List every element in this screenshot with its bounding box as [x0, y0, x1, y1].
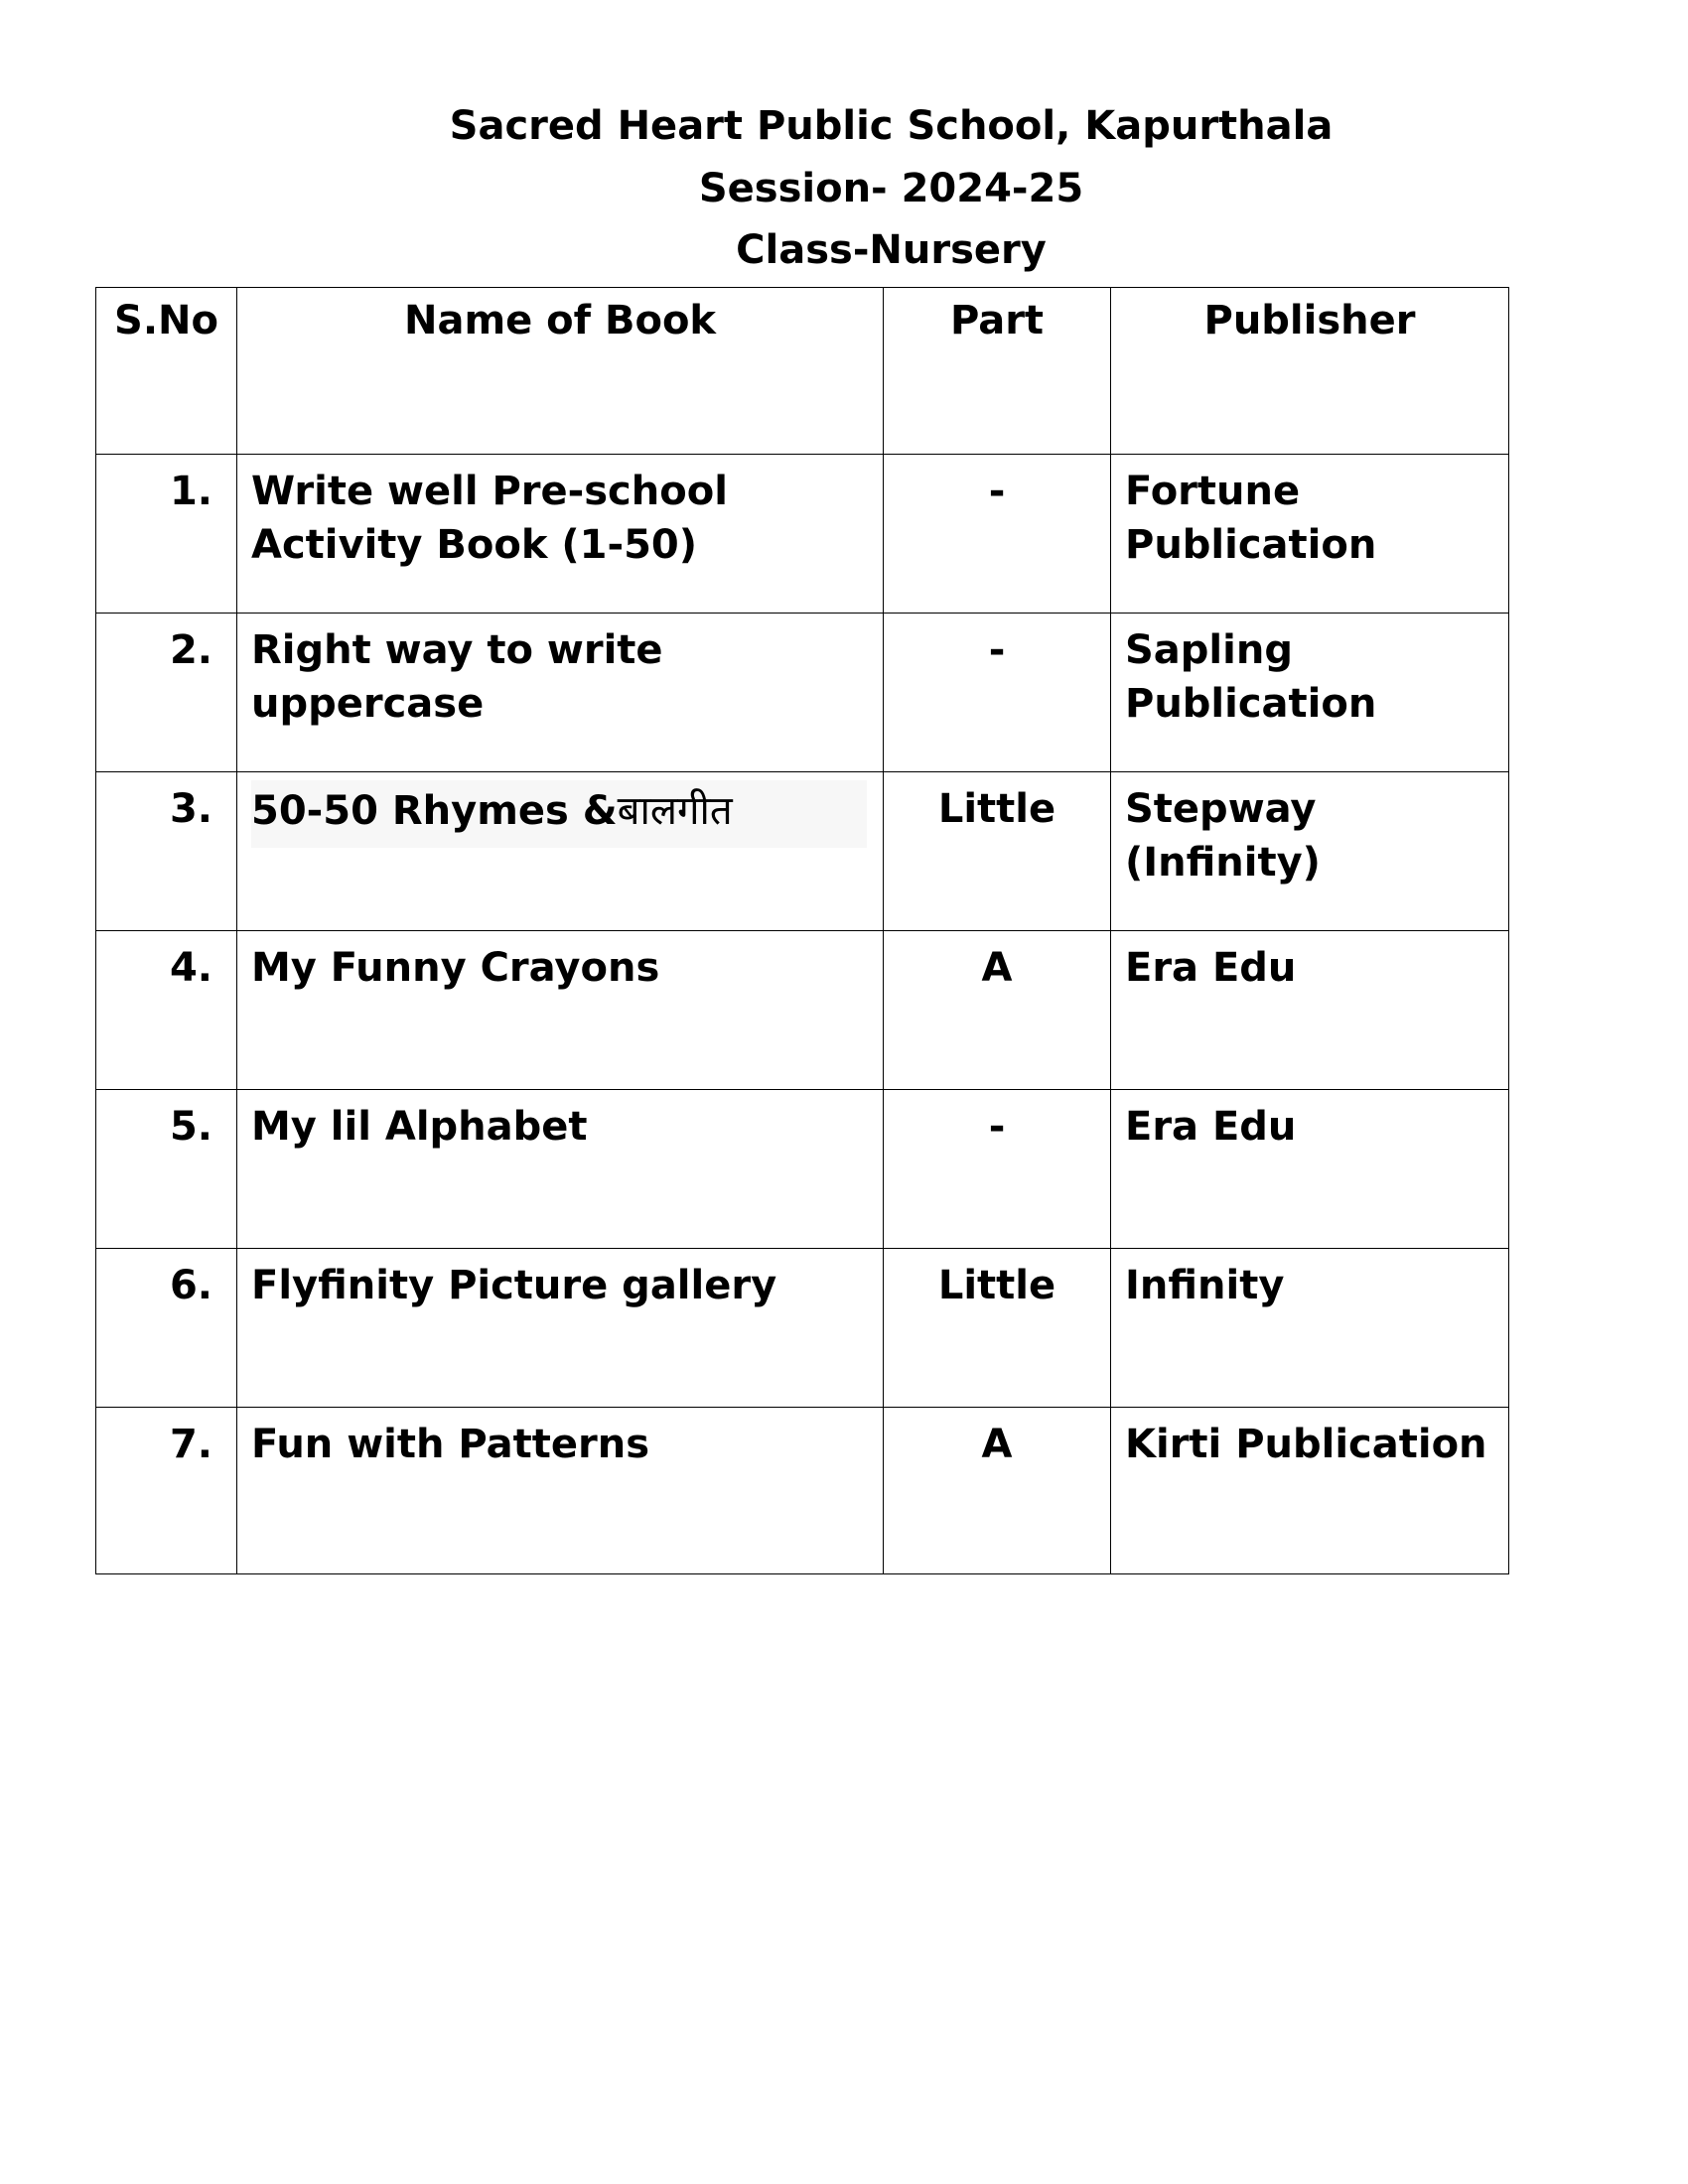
cell-book-name: My Funny Crayons [237, 931, 884, 1090]
table-row [96, 931, 1509, 1090]
book-list-table [95, 287, 1509, 1574]
table-row [96, 1090, 1509, 1249]
class-title: Class-Nursery [736, 227, 1047, 273]
column-header-name: Name of Book [237, 288, 884, 455]
book-title-hindi: बालगीत [617, 788, 733, 834]
table-row [96, 614, 1509, 772]
cell-book-name [237, 772, 884, 931]
cell-publisher: Fortune Publication [1111, 455, 1509, 614]
table-row [96, 1408, 1509, 1574]
cell-part: - [884, 455, 1111, 614]
column-header-sno: S.No [96, 288, 237, 455]
cell-book-name: Right way to write uppercase [237, 614, 884, 772]
cell-book-name: Write well Pre-school Activity Book (1-50) [237, 455, 884, 614]
table-row [96, 1249, 1509, 1408]
cell-part: A [884, 1408, 1111, 1574]
cell-book-name: My lil Alphabet [237, 1090, 884, 1249]
cell-sno: 2. [96, 614, 237, 772]
column-header-part: Part [884, 288, 1111, 455]
cell-publisher: Infinity [1111, 1249, 1509, 1408]
cell-part: Little [884, 772, 1111, 931]
cell-book-name: Fun with Patterns [237, 1408, 884, 1574]
cell-part: A [884, 931, 1111, 1090]
table-row [96, 772, 1509, 931]
cell-sno: 1. [96, 455, 237, 614]
table-header-row [96, 288, 1509, 455]
cell-sno: 5. [96, 1090, 237, 1249]
cell-publisher: Era Edu [1111, 931, 1509, 1090]
cell-publisher: Stepway (Infinity) [1111, 772, 1509, 931]
table-row [96, 455, 1509, 614]
session-title: Session- 2024-25 [698, 166, 1084, 211]
book-title-english: 50-50 Rhymes & [251, 788, 618, 834]
cell-book-name: Flyfinity Picture gallery [237, 1249, 884, 1408]
cell-sno: 6. [96, 1249, 237, 1408]
column-header-publisher: Publisher [1111, 288, 1509, 455]
cell-publisher: Sapling Publication [1111, 614, 1509, 772]
cell-publisher: Kirti Publication [1111, 1408, 1509, 1574]
cell-sno: 7. [96, 1408, 237, 1574]
cell-publisher: Era Edu [1111, 1090, 1509, 1249]
highlighted-book-title [251, 780, 867, 848]
cell-part: - [884, 614, 1111, 772]
cell-part: - [884, 1090, 1111, 1249]
cell-sno: 4. [96, 931, 237, 1090]
cell-sno: 3. [96, 772, 237, 931]
school-name: Sacred Heart Public School, Kapurthala [449, 103, 1334, 149]
cell-part: Little [884, 1249, 1111, 1408]
